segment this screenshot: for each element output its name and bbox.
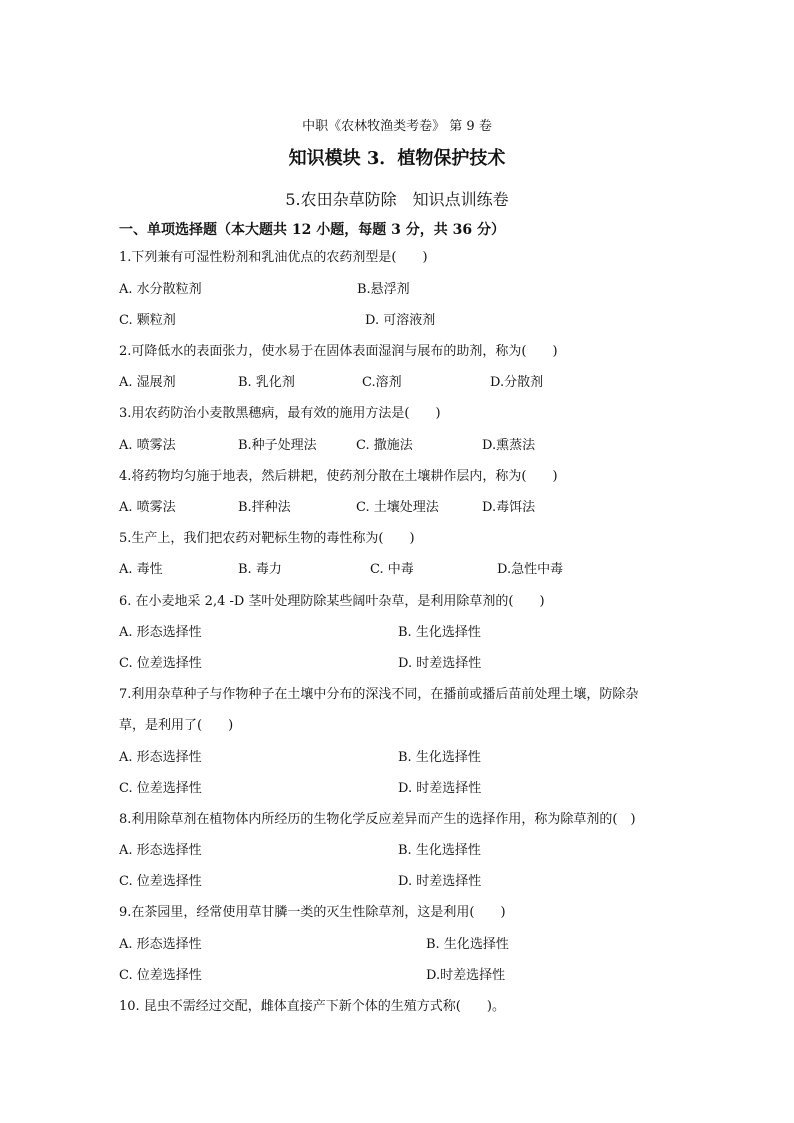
module-title: 知识模块 3．植物保护技术: [288, 148, 506, 169]
q5-option-b: B. 毒力: [238, 562, 282, 577]
q8-option-c: C. 位差选择性: [119, 874, 202, 889]
question-6-stem: 6. 在小麦地采 2,4 -D 茎叶处理防除某些阔叶杂草，是利用除草剂的( ): [119, 594, 545, 609]
q1-option-c: C. 颗粒剂: [119, 313, 176, 328]
q2-option-a: A. 湿展剂: [119, 375, 176, 390]
q9-option-c: C. 位差选择性: [119, 968, 202, 983]
question-7-stem-line-2: 草，是利用了( ): [119, 718, 234, 733]
q9-option-b: B. 生化选择性: [426, 937, 509, 952]
q4-option-c: C. 土壤处理法: [356, 500, 439, 515]
question-3-stem: 3.用农药防治小麦散黑穗病，最有效的施用方法是( ): [119, 406, 441, 421]
question-9-stem: 9.在茶园里，经常使用草甘膦一类的灭生性除草剂，这是利用( ): [119, 905, 506, 920]
q1-option-b: B.悬浮剂: [357, 282, 410, 297]
q1-option-a: A. 水分散粒剂: [119, 282, 202, 297]
q8-option-d: D. 时差选择性: [398, 874, 482, 889]
q5-option-c: C. 中毒: [370, 562, 414, 577]
q8-option-a: A. 形态选择性: [119, 843, 202, 858]
q4-option-a: A. 喷雾法: [119, 500, 176, 515]
q2-option-d: D.分散剂: [490, 375, 544, 390]
q7-option-b: B. 生化选择性: [398, 750, 481, 765]
q7-option-d: D. 时差选择性: [398, 781, 482, 796]
question-7-stem-line-1: 7.利用杂草种子与作物种子在土壤中分布的深浅不同，在播前或播后苗前处理土壤，防除杂: [119, 687, 639, 702]
section-heading: 一、单项选择题（本大题共 12 小题，每题 3 分，共 36 分）: [119, 222, 505, 238]
q7-option-a: A. 形态选择性: [119, 750, 202, 765]
q5-option-a: A. 毒性: [119, 562, 163, 577]
q2-option-c: C.溶剂: [362, 375, 402, 390]
q3-option-d: D.熏蒸法: [482, 438, 536, 453]
question-8-stem: 8.利用除草剂在植物体内所经历的生物化学反应差异而产生的选择作用，称为除草剂的( ): [119, 812, 636, 827]
q6-option-a: A. 形态选择性: [119, 625, 202, 640]
q6-option-b: B. 生化选择性: [398, 625, 481, 640]
q6-option-c: C. 位差选择性: [119, 656, 202, 671]
paper-subtitle: 5.农田杂草防除 知识点训练卷: [285, 190, 509, 209]
q5-option-d: D.急性中毒: [497, 562, 564, 577]
q3-option-c: C. 撒施法: [356, 438, 413, 453]
q4-option-d: D.毒饵法: [482, 500, 536, 515]
q2-option-b: B. 乳化剂: [238, 375, 295, 390]
q4-option-b: B.拌种法: [238, 500, 291, 515]
question-1-stem: 1.下列兼有可湿性粉剂和乳油优点的农药剂型是( ): [119, 250, 428, 265]
q8-option-b: B. 生化选择性: [398, 843, 481, 858]
question-2-stem: 2.可降低水的表面张力，使水易于在固体表面湿润与展布的助剂，称为( ): [119, 344, 558, 359]
question-10-stem: 10. 昆虫不需经过交配，雌体直接产下新个体的生殖方式称( )。: [119, 999, 505, 1014]
q7-option-c: C. 位差选择性: [119, 781, 202, 796]
question-4-stem: 4.将药物均匀施于地表，然后耕耙，使药剂分散在土壤耕作层内，称为( ): [119, 469, 558, 484]
q6-option-d: D. 时差选择性: [398, 656, 482, 671]
q3-option-b: B.种子处理法: [238, 438, 317, 453]
q1-option-d: D. 可溶液剂: [365, 313, 436, 328]
q9-option-d: D.时差选择性: [426, 968, 506, 983]
q9-option-a: A. 形态选择性: [119, 937, 202, 952]
exam-header: 中职《农林牧渔类考卷》 第 9 卷: [302, 119, 492, 134]
question-5-stem: 5.生产上，我们把农药对靶标生物的毒性称为( ): [119, 531, 415, 546]
q3-option-a: A. 喷雾法: [119, 438, 176, 453]
